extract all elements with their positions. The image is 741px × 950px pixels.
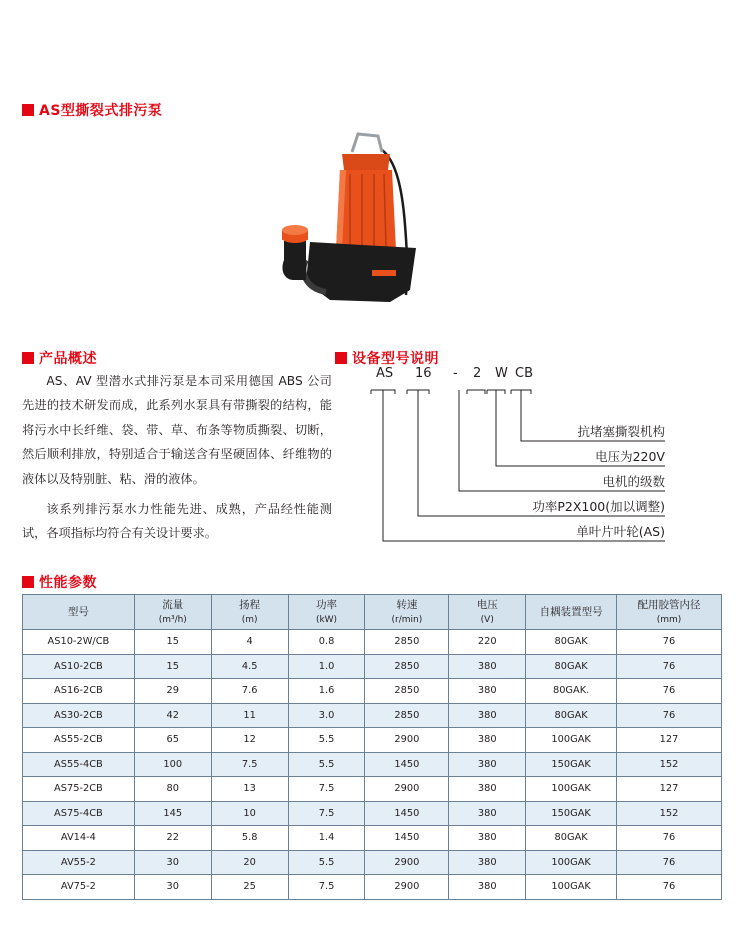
table-cell: 76 [617,826,722,851]
table-row [23,679,722,704]
table-cell: 25 [211,875,288,900]
table-cell: AS10-2CB [23,654,135,679]
table-cell: 380 [449,801,526,826]
table-cell: 80GAK [526,630,617,655]
table-cell: 12 [211,728,288,753]
table-row [23,630,722,655]
table-cell: 2900 [365,850,449,875]
performance-heading: 性能参数 [22,572,97,592]
table-cell: AS30-2CB [23,703,135,728]
table-cell: 11 [211,703,288,728]
table-row [23,703,722,728]
table-cell: 13 [211,777,288,802]
table-cell: 152 [617,801,722,826]
table-cell: 1450 [365,801,449,826]
table-cell: 7.5 [288,777,365,802]
table-cell: 1450 [365,826,449,851]
table-cell: 30 [134,850,211,875]
table-cell: 5.5 [288,728,365,753]
column-header: 配用胶管内径 (mm) [617,595,722,630]
table-cell: 100GAK [526,875,617,900]
section-marker [22,352,34,364]
table-cell: 1450 [365,752,449,777]
table-cell: 2900 [365,728,449,753]
table-cell: 80GAK [526,654,617,679]
table-cell: AS55-4CB [23,752,135,777]
table-cell: 80GAK [526,826,617,851]
table-row [23,826,722,851]
table-cell: 76 [617,850,722,875]
code-part: - [453,366,458,381]
table-cell: 5.8 [211,826,288,851]
table-cell: 380 [449,728,526,753]
table-cell: 7.5 [288,801,365,826]
table-cell: 145 [134,801,211,826]
table-cell: 15 [134,630,211,655]
table-cell: 100 [134,752,211,777]
table-cell: 76 [617,875,722,900]
table-cell: 2900 [365,777,449,802]
overview-paragraph: AS、AV 型潜水式排污泵是本司采用德国 ABS 公司先进的技术研发而成，此系列水泵具有带撕裂的结构，能将污水中长纤维、袋、带、草、布条等物质撕裂、切断，然后顺利排放，特别适合于输送含有坚硬固体、纤维物的液体以及特别脏、粘、滑的液体。 [22,374,332,486]
table-cell: 0.8 [288,630,365,655]
table-row [23,752,722,777]
column-header: 自耦装置型号 [526,595,617,630]
table-row [23,801,722,826]
table-cell: 10 [211,801,288,826]
column-header: 转速 (r/min) [365,595,449,630]
code-explanation: 电机的级数 [602,474,665,489]
column-header: 型号 [23,595,135,630]
table-cell: 127 [617,777,722,802]
table-cell: 76 [617,679,722,704]
table-row [23,777,722,802]
code-part: W [495,366,508,381]
table-cell: 80GAK. [526,679,617,704]
table-cell: 100GAK [526,728,617,753]
table-cell: 3.0 [288,703,365,728]
table-cell: 100GAK [526,850,617,875]
section-marker [335,352,347,364]
table-cell: 380 [449,679,526,704]
table-cell: 5.5 [288,850,365,875]
table-cell: AV75-2 [23,875,135,900]
code-part: 2 [473,366,482,381]
table-cell: 65 [134,728,211,753]
table-cell: 1.4 [288,826,365,851]
table-cell: AS55-2CB [23,728,135,753]
table-cell: 380 [449,654,526,679]
table-cell: 380 [449,826,526,851]
table-cell: AS10-2W/CB [23,630,135,655]
table-cell: 80 [134,777,211,802]
column-header: 电压 (V) [449,595,526,630]
table-cell: 7.5 [288,875,365,900]
table-cell: 42 [134,703,211,728]
code-part: 16 [415,366,432,381]
table-cell: 1.0 [288,654,365,679]
table-cell: 380 [449,875,526,900]
pump-image [270,130,420,315]
table-row [23,875,722,900]
code-explanation: 功率P2X100(加以调整) [532,499,665,514]
table-cell: 2900 [365,875,449,900]
code-explanation: 单叶片叶轮(AS) [576,524,665,539]
table-cell: 380 [449,752,526,777]
table-cell: 4.5 [211,654,288,679]
table-cell: 127 [617,728,722,753]
table-cell: 4 [211,630,288,655]
table-cell: 1.6 [288,679,365,704]
table-cell: 76 [617,654,722,679]
code-part: CB [515,366,533,381]
code-explanation: 抗堵塞撕裂机构 [577,424,665,439]
table-cell: 7.5 [211,752,288,777]
table-header-row [23,595,722,630]
table-cell: 380 [449,850,526,875]
table-cell: 150GAK [526,752,617,777]
table-cell: 152 [617,752,722,777]
table-row [23,728,722,753]
model-heading: 设备型号说明 [335,348,439,368]
table-cell: 76 [617,703,722,728]
model-code-diagram [345,366,665,556]
table-cell: 80GAK [526,703,617,728]
table-cell: 30 [134,875,211,900]
table-cell: AS75-2CB [23,777,135,802]
performance-table [22,594,722,900]
table-cell: 7.6 [211,679,288,704]
table-cell: 150GAK [526,801,617,826]
column-header: 扬程 (m) [211,595,288,630]
section-marker [22,576,34,588]
table-cell: 22 [134,826,211,851]
table-cell: AS75-4CB [23,801,135,826]
table-cell: 380 [449,777,526,802]
overview-text [22,369,332,546]
table-cell: AV55-2 [23,850,135,875]
table-cell: 220 [449,630,526,655]
table-cell: 2850 [365,703,449,728]
code-part: AS [376,366,394,381]
table-cell: 20 [211,850,288,875]
section-marker [22,104,34,116]
table-cell: 15 [134,654,211,679]
code-explanation: 电压为220V [595,449,665,464]
table-cell: 76 [617,630,722,655]
table-cell: 5.5 [288,752,365,777]
table-cell: 2850 [365,654,449,679]
table-body [23,630,722,900]
table-row [23,654,722,679]
table-row [23,850,722,875]
overview-heading: 产品概述 [22,348,97,368]
table-cell: 380 [449,703,526,728]
table-cell: 2850 [365,630,449,655]
page-title: AS型撕裂式排污泵 [22,100,162,120]
table-cell: 100GAK [526,777,617,802]
table-cell: AS16-2CB [23,679,135,704]
table-cell: AV14-4 [23,826,135,851]
column-header: 功率 (kW) [288,595,365,630]
table-cell: 2850 [365,679,449,704]
overview-paragraph: 该系列排污泵水力性能先进、成熟，产品经性能测试，各项指标均符合有关设计要求。 [22,502,332,541]
column-header: 流量 (m³/h) [134,595,211,630]
table-cell: 29 [134,679,211,704]
